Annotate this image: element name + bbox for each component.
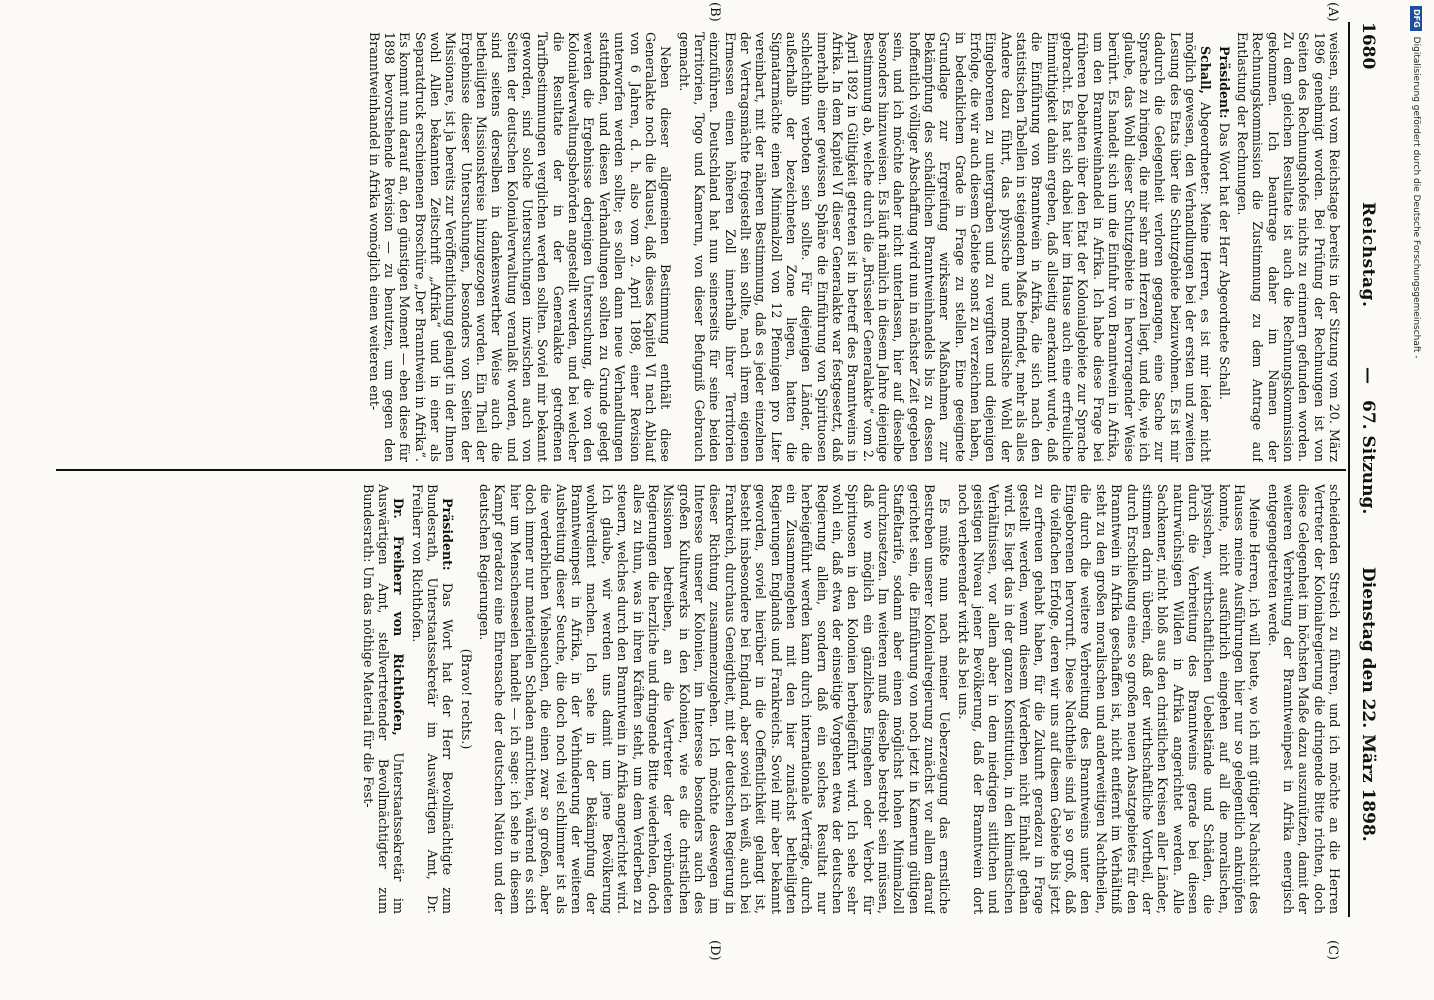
paragraph (676, 32, 1213, 462)
right-column (57, 484, 1342, 914)
margin-mark-c: (C) (1325, 940, 1340, 961)
paragraph: Meine Herren, ich will heute, wo ich mit gütiger Nachsicht des Hauses meine Ausführungen hier nur so gelegentlich anknüpfen konnte, nicht ausführlich eingehen auf all die moralischen, physischen, wirthschaftlichen Uebelstände und Schäden, die durch die Verbreitung des Branntweins gerade bei diesen naturwüchsigen Wilden in Afrika angerichtet werden. Alle Sachkenner, nicht bloß aus den christlichen Kreisen aller Länder, stimmen darin überein, daß der wirthschaftliche Vortheil, der durch Erschließung eines so großen neuen Absatzgebietes für den Branntwein in Afrika geschaffen ist, nicht entfernt im Verhältniß steht zu den großen moralischen und anderweitigen Nachtheilen, die durch die weitere Verbreitung des Branntweins unter den Eingeborenen hervorruft. Diese Nachtheile sind ja so groß, daß die vielfachen Erfolge, deren wir uns auf diesem Gebiete bis jetzt zu erfreuen gehabt haben, für die Zukunft geradezu in Frage gestellt werden, wenn diesem Verderben nicht Einhalt gethan wird. Es liegt das in der ganzen Konstitution, in den klimatischen Verhältnissen, vor allem aber in dem niedrigen sittlichen und geistigen Niveau jener Bevölkerung, daß der Branntwein dort noch verheerender wirkt als bei uns. (955, 484, 1263, 914)
speaker-name: Präsident: (1216, 46, 1232, 119)
left-column (57, 32, 1342, 462)
session-label: 67. Sitzung. (1358, 400, 1378, 515)
paragraph: Es müßte nun nach meiner Ueberzeugung das ernstliche Bestreben unserer Kolonialregierung zunächst vor allem darauf gerichtet sein, die Einführung von noch jetzt in Kamerun gültigen Staffeltarife, sodann aber einen möglichst hohen Minimalzoll durchzusetzen. Im weiteren muß dieselbe bestrebt sein müssen, daß wo möglich ein gänzliches Eingehen oder Verbot für Spirituosen in den Kolonien herbeigeführt wird. Ich sehe sehr wohl ein, daß etwa der einseitige Vorgehen etwa der deutschen Regierung allein, sondern daß ein solches Resultat nur herbeigeführt werden kann durch internationale Verträge, durch ein Zusammengehen mit den hier zunächst betheiligten Regierungen Englands und Frankreichs. Soviel mir aber bekannt geworden, soviel hierüber in die Oeffentlichkeit gelangt ist, besteht insbesondere bei England, aber soviel ich weiß, auch bei Frankreich, durchaus Geneigtheit, mit der deutschen Regierung in dieser Richtung zusammenzugehen. Ich möchte deswegen im Interesse unserer Kolonien, im Interesse besonders auch des großen Kulturwerks in den Kolonien, wie es die christlichen Missionen betreiben, an die Vertreter der verbündeten Regierungen die herzliche und dringende Bitte wiederholen, doch alles zu thun, was in ihren Kräften steht, um dem Verderben zu steuern, welches durch den Branntwein in Afrika angerichtet wird. Ich glaube, wir werden uns damit um jene Bevölkerung wohlverdient machen. Ich sehe in der Bekämpfung der Branntweinpest in Afrika, in der Verhinderung der weiteren Ausbreitung dieser Seuche, die doch noch viel schlimmer ist als die verderblichen Viehseuchen, die einen zwar so großen, aber doch immer nur materiellen Schaden anrichten, während es sich hier um Menschenseelen handelt — ich sage: ich sehe in diesem Kampf geradezu eine Ehrensache der deutschen Nation und der deutschen Regierungen. (477, 484, 953, 914)
applause-note: (Bravo! rechts.) (458, 648, 474, 750)
running-header (1348, 22, 1382, 917)
page-number: 1680 (1358, 22, 1378, 70)
paragraph-text: Unterstaatssekretär im Auswärtigen Amt, stellvertretender Bevollmächtigter zum Bundesrath: Um das nöthige Material für die Fest- (360, 484, 407, 914)
column-divider (56, 469, 1346, 471)
speaker-name: Präsident: (440, 498, 456, 571)
paragraph-text: Abgeordneter: Meine Herren, es ist mir leider nicht möglich gewesen, den Verhandlungen bei der ersten und zweiten Lesung des Etats über die Schutzgebiete beizuwohnen. Es ist mir dadurch die Gelegenheit verloren gegangen, eine Sache zur Sprache zu bringen, die mir sehr am Herzen liegt, und die, wie ich glaube, das Wohl dieser Schutzgebiete in hervorragender Weise berührt. Es handelt sich um die Einfuhr von Branntwein in Afrika, um den Branntweinhandel in Afrika. Ich habe diese Frage bei früheren Debatten über den Etat der Kolonialgebiete zur Sprache gebracht. Es hat sich dabei hier im Hause auch eine erfreuliche Einmüthigkeit dahin ergeben, daß allseitig anerkannt wurde, daß die Einführung von Branntwein in Afrika, die sich nach den statistischen Tabellen in steigendem Maße befindet, mehr als alles Andere dazu führt, das physische und moralische Wohl der Eingeborenen zu untergraben und zu vergiften und diejenigen Erfolge, die wir auch diesem Gebiete sonst zu verzeichnen haben, in bedenklichem Grade in Frage zu stellen. Eine geeignete Grundlage zur Ergreifung wirksamer Maßnahmen zur Bekämpfung des schädlichen Branntweinhandels bis zu dessen hoffentlich völliger Abschaffung wird nun in nächster Zeit gegeben sein, und ich möchte daher nicht unterlassen, hier auf dieselbe besonders hinzuweisen. Es läuft nämlich in diesem Jahre diejenige Bestimmung ab, welche durch die „Brüsseler Generalakte“ vom 2. April 1892 in Gültigkeit getreten ist in betreff des Branntweins in Afrika. In dem Kapitel VI dieser Generalakte war festgesetzt, daß innerhalb einer gewissen Sphäre die Einführung von Spirituosen schlechthin verboten sein sollte. Für diejenigen Länder, die außerhalb der bezeichneten Zone liegen, hatten die Signatarmächte einen Minimalzoll von 12 Pfennigen pro Liter vereinbart, mit der näheren Bestimmung, daß es jeder einzelnen der Vertragsmächte freigestellt sein sollte, nach ihrem eigenen Ermessen einen höheren Zoll innerhalb ihrer Territorien einzuführen. Deutschland hat nun seinerseits für seine beiden Territorien, Togo und Kamerun, von dieser Befugniß Gebrauch gemacht. (676, 32, 1214, 462)
paragraph: Neben dieser allgemeinen Bestimmung enthält diese Generalakte noch die Klausel, daß dieses Kapitel VI nach Ablauf von 6 Jahren, d. h. also vom 2. April 1898, einer Revision unterworfen werden sollte; es sollen dann neue Verhandlungen stattfinden, und diesen Verhandlungen sollten zu Grunde gelegt werden die Ergebnisse derjenigen Untersuchung, die von den Kolonialverwaltungsbehörden angestellt werden, und bei welcher die Resultate der in der Generalakte getroffenen Tarifbestimmungen verglichen werden sollten. Soviel mir bekannt geworden, sind solche Untersuchungen inzwischen auch von Seiten der deutschen Kolonialverwaltung veranlaßt worden, und sind seitens derselben in dankenswerther Weise auch die betheiligten Missionskreise hinzugezogen worden. Ein Theil der Ergebnisse dieser Untersuchungen, besonders von Seiten der Missionare, ist ja bereits zur Veröffentlichung gelangt in der Ihnen wohl Allen bekannten Zeitschrift „Afrika“ und in einer als Separatdruck erschienenen Broschüre „Der Branntwein in Afrika“. Es kommt nun darauf an, den günstigen Moment — eben diese für 1898 bevorstehende Revision — zu benutzen, um gegen den Branntweinhandel in Afrika womöglich einen weiteren ent- (366, 32, 674, 462)
margin-mark-a: (A) (1325, 2, 1340, 22)
header-separator: — (1358, 367, 1378, 384)
credit-text: Digitalisierung gefördert durch die Deutsche Forschungsgemeinschaft - (1411, 36, 1421, 359)
paragraph-text: Das Wort hat der Herr Abgeordnete Schall. (1216, 122, 1232, 400)
dfg-logo: DFG (1410, 6, 1422, 31)
paragraph (409, 484, 455, 914)
paragraph (1216, 32, 1231, 462)
paragraph-text: Das Wort hat der Herr Bevollmächtigte zum Bundesrath, Unterstaatssekretär im Auswärtigen Amt, Dr. Freiherr von Richthofen. (409, 484, 456, 914)
speaker-name: Dr. Freiherr von Richthofen, (391, 498, 407, 736)
paragraph (360, 484, 406, 914)
paragraph: weisen, sind vom Reichstage bereits in der Sitzung vom 20. März 1896 genehmigt worden. Bei Prüfung der Rechnungen ist von Seiten des Rechnungshofes nichts zu erinnern gefunden worden. Zu dem gleichen Resultate ist auch die Rechnungskommission gekommen. Ich beantrage daher im Namen der Rechnungskommission die Zustimmung zu dem Antrage auf Entlastung der Rechnungen. (1234, 32, 1342, 462)
session-date: Dienstag den 22. März 1898. (1358, 567, 1378, 842)
margin-mark-b: (B) (707, 2, 722, 22)
speaker-name: Schall, (1198, 46, 1214, 95)
running-title: Reichstag. (1358, 202, 1378, 308)
margin-mark-d: (D) (707, 940, 722, 961)
digitization-credit (1410, 6, 1422, 566)
page-content (52, 2, 1382, 961)
paragraph: scheidenden Streich zu führen, und ich möchte an die Herren Vertreter der Kolonialregierung die dringende Bitte richten, doch diese Gelegenheit im höchsten Maße dazu auszunützen, damit der weiteren Verbreitung der Branntweinpest in Afrika energisch entgegengetreten werde. (1265, 484, 1342, 914)
